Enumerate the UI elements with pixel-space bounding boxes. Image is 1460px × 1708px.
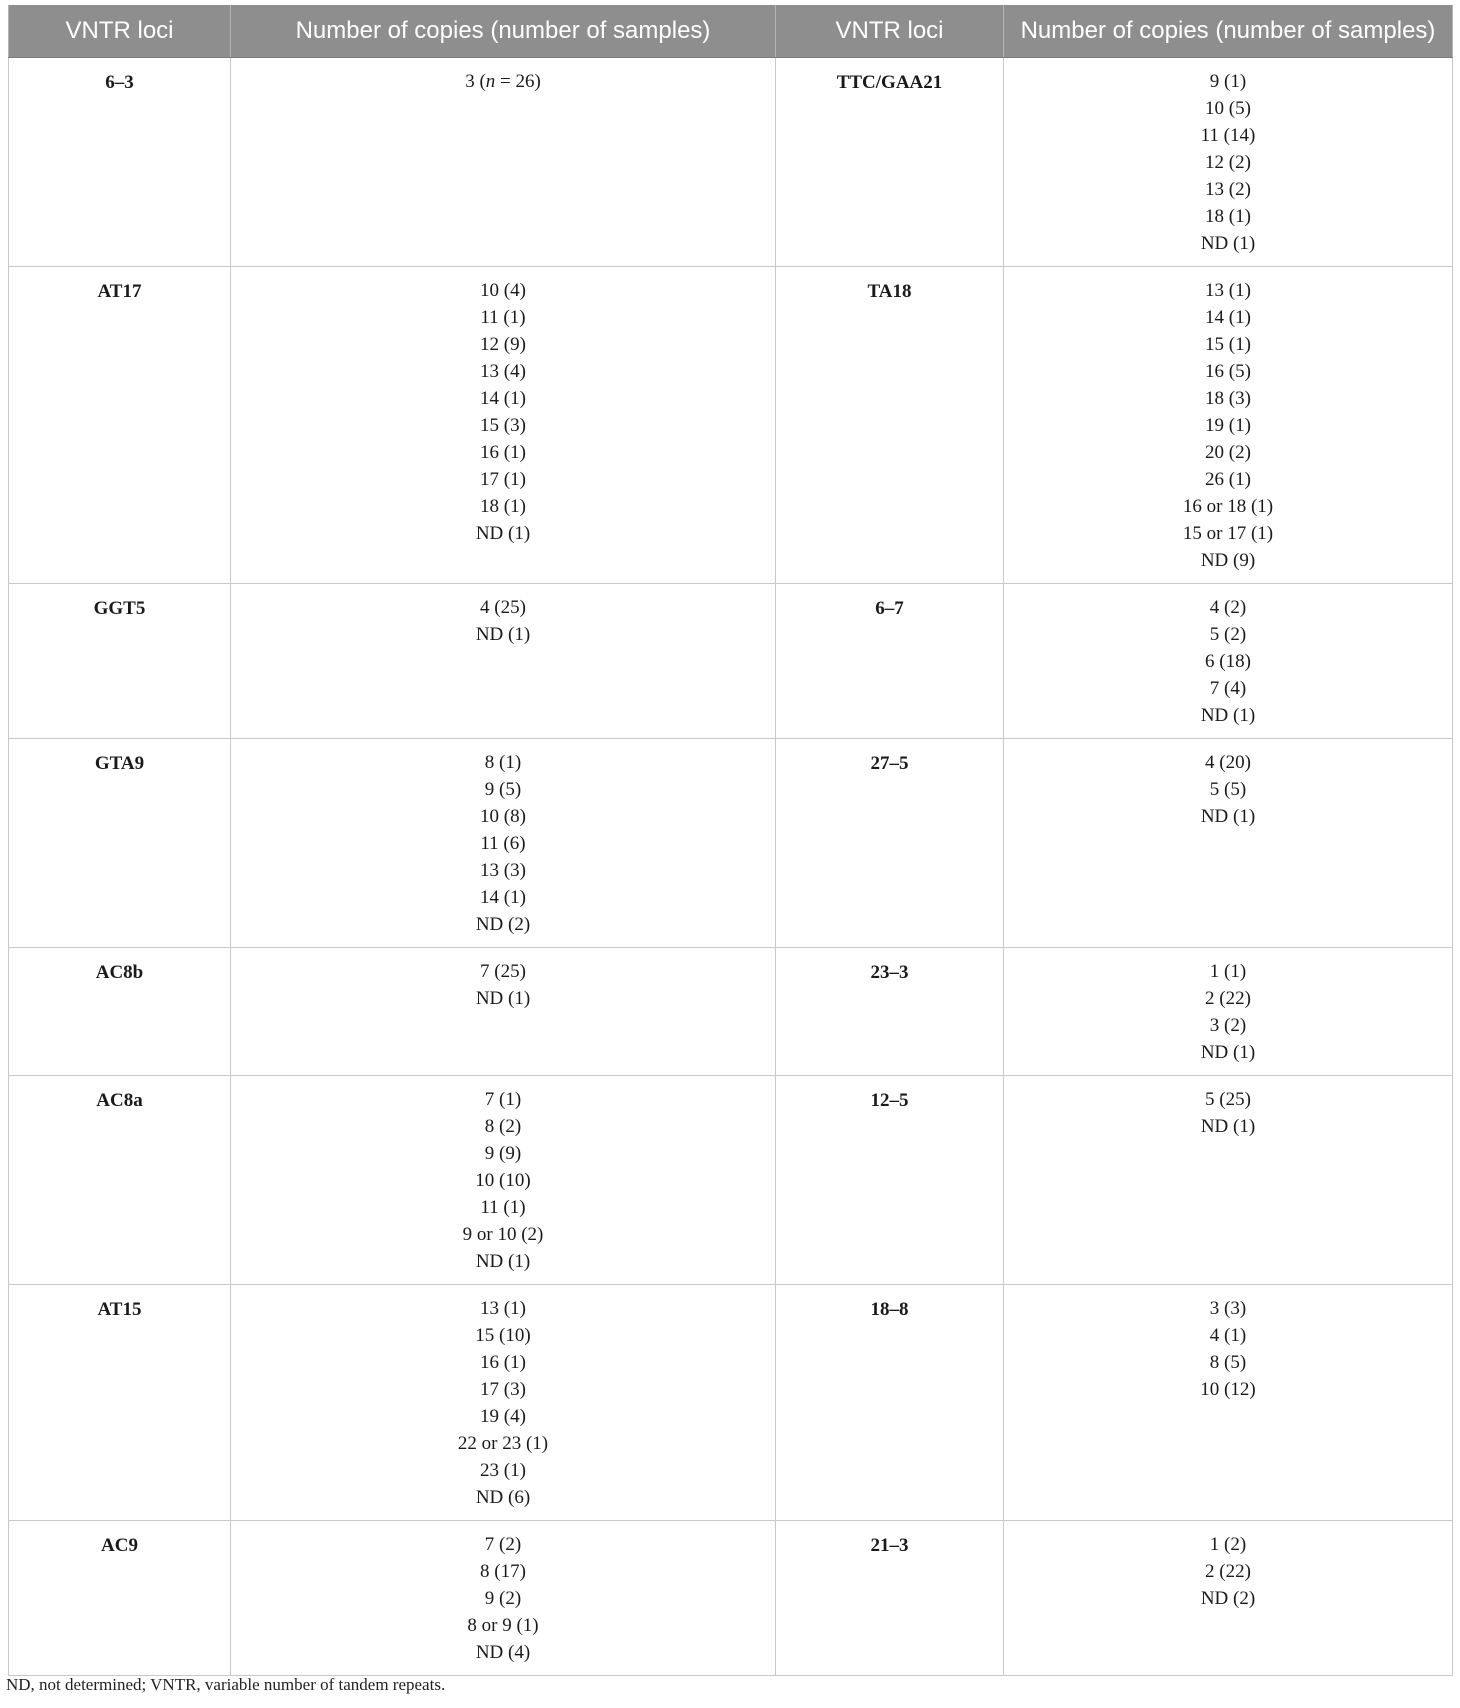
copy-count-value: 9 (9) — [484, 1143, 522, 1164]
copy-count-value: ND (1) — [1200, 705, 1256, 726]
left-locus-cell: GGT5 — [9, 584, 231, 739]
copy-count-value: 3 (3) — [1209, 1298, 1247, 1319]
copy-count-value: 15 or 17 (1) — [1182, 523, 1274, 544]
header-vntr-loci-left: VNTR loci — [9, 5, 231, 58]
table-row — [9, 1076, 1453, 1285]
copy-count-value: 26 (1) — [1205, 469, 1251, 490]
copy-count-value: 5 (2) — [1209, 624, 1247, 645]
left-copies-cell — [231, 739, 776, 948]
copy-count-value: ND (1) — [1200, 806, 1256, 827]
left-copies-cell — [231, 1521, 776, 1676]
right-copies-cell — [1004, 584, 1453, 739]
copy-count-value: ND (9) — [1200, 550, 1256, 571]
left-locus-cell: 6–3 — [9, 58, 231, 267]
copy-count-value: 4 (20) — [1205, 752, 1251, 773]
copy-count-value: 7 (1) — [484, 1089, 522, 1110]
copy-count-value: 17 (3) — [480, 1379, 526, 1400]
right-copies-cell — [1004, 267, 1453, 584]
copy-count-value: 13 (4) — [480, 361, 526, 382]
copy-count-value: ND (1) — [1200, 1042, 1256, 1063]
copy-count-value: ND (1) — [475, 988, 531, 1009]
copy-count-value: 23 (1) — [480, 1460, 526, 1481]
left-locus-cell: AC8a — [9, 1076, 231, 1285]
copy-count-value: 11 (14) — [1200, 125, 1256, 146]
table-row — [9, 58, 1453, 267]
copy-count-value: 8 or 9 (1) — [467, 1615, 539, 1636]
left-locus-cell: GTA9 — [9, 739, 231, 948]
left-copies-cell — [231, 267, 776, 584]
table-row — [9, 1521, 1453, 1676]
table-row — [9, 1285, 1453, 1521]
copy-count-value: 11 (1) — [480, 1197, 526, 1218]
right-copies-cell — [1004, 1076, 1453, 1285]
copy-count-value: 8 (17) — [480, 1561, 526, 1582]
right-copies-cell — [1004, 1285, 1453, 1521]
left-copies-cell — [231, 1076, 776, 1285]
copy-count-value: 19 (4) — [480, 1406, 526, 1427]
copy-count-value: 4 (25) — [480, 597, 526, 618]
copy-count-value: ND (4) — [475, 1642, 531, 1663]
table-footnote: ND, not determined; VNTR, variable number of tandem repeats. — [6, 1675, 446, 1694]
copy-count-value: 5 (5) — [1209, 779, 1247, 800]
copy-count-value: ND (2) — [475, 914, 531, 935]
copy-count-value: ND (1) — [475, 1251, 531, 1272]
copy-count-value: 4 (1) — [1209, 1325, 1247, 1346]
copy-count-value: 9 or 10 (2) — [462, 1224, 544, 1245]
copy-count-value: 17 (1) — [480, 469, 526, 490]
copy-count-value: 15 (1) — [1205, 334, 1251, 355]
copy-count-value: ND (1) — [1200, 1116, 1256, 1137]
table-row — [9, 739, 1453, 948]
copy-count-value: 16 (1) — [480, 1352, 526, 1373]
copy-count-value: 2 (22) — [1205, 1561, 1251, 1582]
copy-count-value: 14 (1) — [1205, 307, 1251, 328]
table-container — [8, 5, 1452, 1676]
copy-count-value: 6 (18) — [1205, 651, 1251, 672]
copy-count-value: 16 or 18 (1) — [1182, 496, 1274, 517]
copy-count-value: 7 (2) — [484, 1534, 522, 1555]
copy-count-value: ND (6) — [475, 1487, 531, 1508]
copy-count-value: 13 (2) — [1205, 179, 1251, 200]
copy-count-value: 9 (1) — [1209, 71, 1247, 92]
copy-count-value: 3 (2) — [1209, 1015, 1247, 1036]
copy-count-value: 2 (22) — [1205, 988, 1251, 1009]
copy-count-value: 10 (5) — [1205, 98, 1251, 119]
copy-count-value: 14 (1) — [480, 388, 526, 409]
table-body — [9, 58, 1453, 1676]
left-copies-cell — [231, 584, 776, 739]
copy-count-value: 15 (10) — [475, 1325, 531, 1346]
right-locus-cell: 21–3 — [776, 1521, 1004, 1676]
copy-count-value: 10 (4) — [480, 280, 526, 301]
copy-count-value: 13 (1) — [480, 1298, 526, 1319]
right-copies-cell — [1004, 1521, 1453, 1676]
right-locus-cell: 12–5 — [776, 1076, 1004, 1285]
copy-count-value: 8 (5) — [1209, 1352, 1247, 1373]
left-copies-cell — [231, 58, 776, 267]
copy-count-value: 13 (1) — [1205, 280, 1251, 301]
copy-count-value: 7 (4) — [1209, 678, 1247, 699]
copy-count-value: 1 (1) — [1209, 961, 1247, 982]
copy-count-value: 19 (1) — [1205, 415, 1251, 436]
table-row — [9, 948, 1453, 1076]
left-locus-cell: AT15 — [9, 1285, 231, 1521]
copy-count-value: 12 (9) — [480, 334, 526, 355]
copy-count-value: 5 (25) — [1205, 1089, 1251, 1110]
copy-count-value: ND (1) — [475, 523, 531, 544]
header-vntr-loci-right: VNTR loci — [776, 5, 1004, 58]
copy-count-value: 10 (10) — [475, 1170, 531, 1191]
copy-count-value: 16 (5) — [1205, 361, 1251, 382]
header-copies-left: Number of copies (number of samples) — [231, 5, 776, 58]
copy-count-value: 8 (1) — [484, 752, 522, 773]
copy-count-value: 18 (1) — [1205, 206, 1251, 227]
copy-count-value: 14 (1) — [480, 887, 526, 908]
left-locus-cell: AT17 — [9, 267, 231, 584]
copy-count-value: 9 (2) — [484, 1588, 522, 1609]
table-header — [9, 5, 1453, 58]
copy-count-value: 15 (3) — [480, 415, 526, 436]
copy-count-value: 9 (5) — [484, 779, 522, 800]
right-locus-cell: 18–8 — [776, 1285, 1004, 1521]
vntr-table — [8, 5, 1453, 1676]
right-locus-cell: 23–3 — [776, 948, 1004, 1076]
right-locus-cell: 6–7 — [776, 584, 1004, 739]
left-locus-cell: AC9 — [9, 1521, 231, 1676]
copy-count-value: 13 (3) — [480, 860, 526, 881]
copy-count-value: 7 (25) — [480, 961, 526, 982]
copy-count-value: 11 (1) — [480, 307, 526, 328]
right-copies-cell — [1004, 948, 1453, 1076]
table-row — [9, 267, 1453, 584]
copy-count-value: 18 (1) — [480, 496, 526, 517]
copy-count-value: 20 (2) — [1205, 442, 1251, 463]
copy-count-value: 8 (2) — [484, 1116, 522, 1137]
copy-count-value: ND (2) — [1200, 1588, 1256, 1609]
header-copies-right: Number of copies (number of samples) — [1004, 5, 1453, 58]
right-locus-cell: TTC/GAA21 — [776, 58, 1004, 267]
copy-count-value: 1 (2) — [1209, 1534, 1247, 1555]
table-row — [9, 584, 1453, 739]
right-copies-cell — [1004, 739, 1453, 948]
copy-count-value: 10 (12) — [1200, 1379, 1256, 1400]
header-row — [9, 5, 1453, 58]
right-locus-cell: TA18 — [776, 267, 1004, 584]
copy-count-value: 16 (1) — [480, 442, 526, 463]
copy-count-value: ND (1) — [475, 624, 531, 645]
copy-count-value: 12 (2) — [1205, 152, 1251, 173]
left-copies-cell — [231, 948, 776, 1076]
left-copies-cell — [231, 1285, 776, 1521]
right-copies-cell — [1004, 58, 1453, 267]
copy-count-value: 3 (n = 26) — [465, 71, 541, 92]
copy-count-value: 4 (2) — [1209, 597, 1247, 618]
copy-count-value: 18 (3) — [1205, 388, 1251, 409]
copy-count-value: 10 (8) — [480, 806, 526, 827]
copy-count-value: ND (1) — [1200, 233, 1256, 254]
copy-count-value: 22 or 23 (1) — [457, 1433, 549, 1454]
copy-count-value: 11 (6) — [480, 833, 526, 854]
left-locus-cell: AC8b — [9, 948, 231, 1076]
right-locus-cell: 27–5 — [776, 739, 1004, 948]
